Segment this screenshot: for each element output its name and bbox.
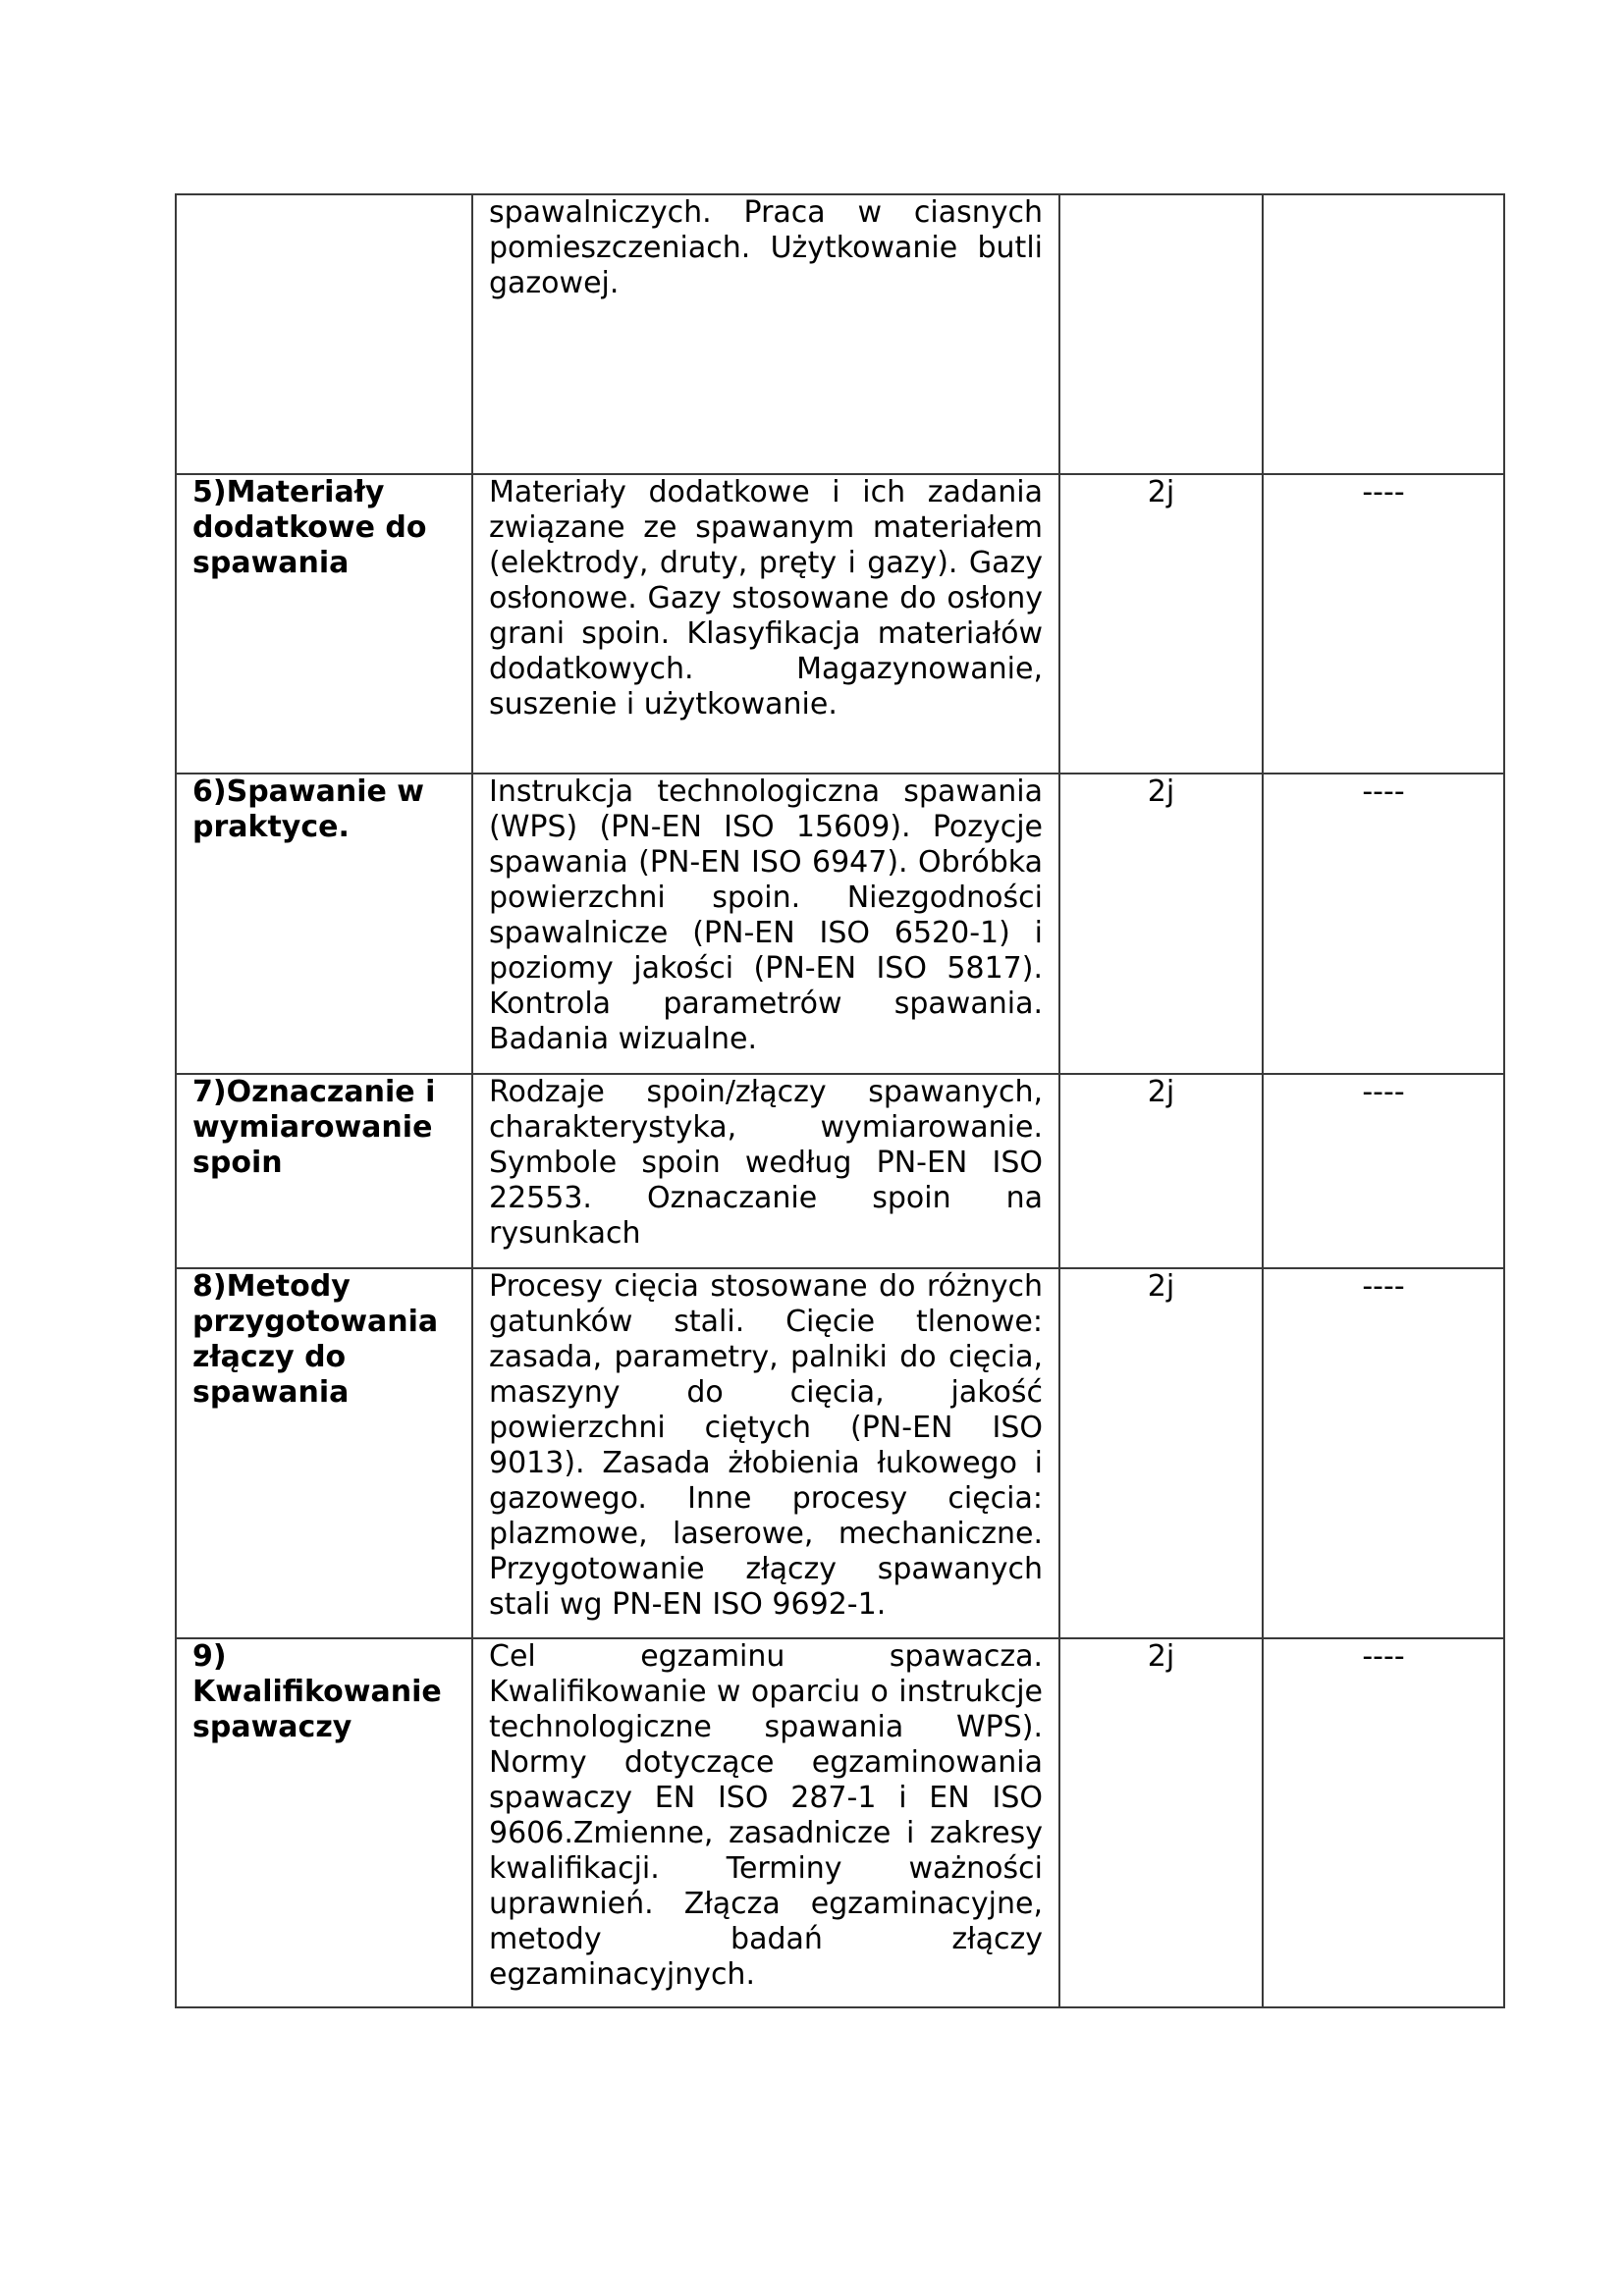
table-row — [176, 1638, 1504, 2007]
hours-cell: 2j — [1059, 774, 1263, 1074]
extra-cell: ---- — [1263, 474, 1504, 774]
table-row — [176, 774, 1504, 1074]
topic-cell — [176, 194, 472, 474]
extra-cell: ---- — [1263, 1074, 1504, 1268]
hours-cell: 2j — [1059, 474, 1263, 774]
topic-cell: 9) Kwalifikowanie spawaczy — [176, 1638, 472, 2007]
content-cell: Cel egzaminu spawacza. Kwalifikowanie w oparciu o instrukcje technologiczne spawania WPS). Normy dotyczące egzaminowania spawaczy EN ISO 287-1 i EN ISO 9606.Zmienne, zasadnicze i zakresy kwalifikacji. Terminy ważności uprawnień. Złącza egzaminacyjne, metody badań złączy egzaminacyjnych. — [472, 1638, 1059, 2007]
content-cell: Rodzaje spoin/złączy spawanych, charakterystyka, wymiarowanie. Symbole spoin według PN-EN ISO 22553. Oznaczanie spoin na rysunkach — [472, 1074, 1059, 1268]
topic-cell: 8)Metody przygotowania złączy do spawania — [176, 1268, 472, 1638]
content-cell: spawalniczych. Praca w ciasnych pomieszczeniach. Użytkowanie butli gazowej. — [472, 194, 1059, 474]
table-row — [176, 1074, 1504, 1268]
content-cell: Procesy cięcia stosowane do różnych gatunków stali. Cięcie tlenowe: zasada, parametry, palniki do cięcia, maszyny do cięcia, jakość powierzchni ciętych (PN-EN ISO 9013). Zasada żłobienia łukowego i gazowego. Inne procesy cięcia: plazmowe, laserowe, mechaniczne. Przygotowanie złączy spawanych stali wg PN-EN ISO 9692-1. — [472, 1268, 1059, 1638]
topic-cell: 6)Spawanie w praktyce. — [176, 774, 472, 1074]
extra-cell: ---- — [1263, 1268, 1504, 1638]
table-row — [176, 194, 1504, 474]
training-program-table — [175, 193, 1505, 2008]
extra-cell — [1263, 194, 1504, 474]
hours-cell: 2j — [1059, 1074, 1263, 1268]
content-cell: Materiały dodatkowe i ich zadania związane ze spawanym materiałem (elektrody, druty, pręty i gazy). Gazy osłonowe. Gazy stosowane do osłony grani spoin. Klasyfikacja materiałów dodatkowych. Magazynowanie, suszenie i użytkowanie. — [472, 474, 1059, 774]
table-row — [176, 1268, 1504, 1638]
hours-cell: 2j — [1059, 1638, 1263, 2007]
hours-cell: 2j — [1059, 1268, 1263, 1638]
extra-cell: ---- — [1263, 1638, 1504, 2007]
table-row — [176, 474, 1504, 774]
content-cell: Instrukcja technologiczna spawania (WPS) (PN-EN ISO 15609). Pozycje spawania (PN-EN ISO 6947). Obróbka powierzchni spoin. Niezgodności spawalnicze (PN-EN ISO 6520-1) i poziomy jakości (PN-EN ISO 5817). Kontrola parametrów spawania. Badania wizualne. — [472, 774, 1059, 1074]
hours-cell — [1059, 194, 1263, 474]
extra-cell: ---- — [1263, 774, 1504, 1074]
topic-cell: 7)Oznaczanie i wymiarowanie spoin — [176, 1074, 472, 1268]
topic-cell: 5)Materiały dodatkowe do spawania — [176, 474, 472, 774]
